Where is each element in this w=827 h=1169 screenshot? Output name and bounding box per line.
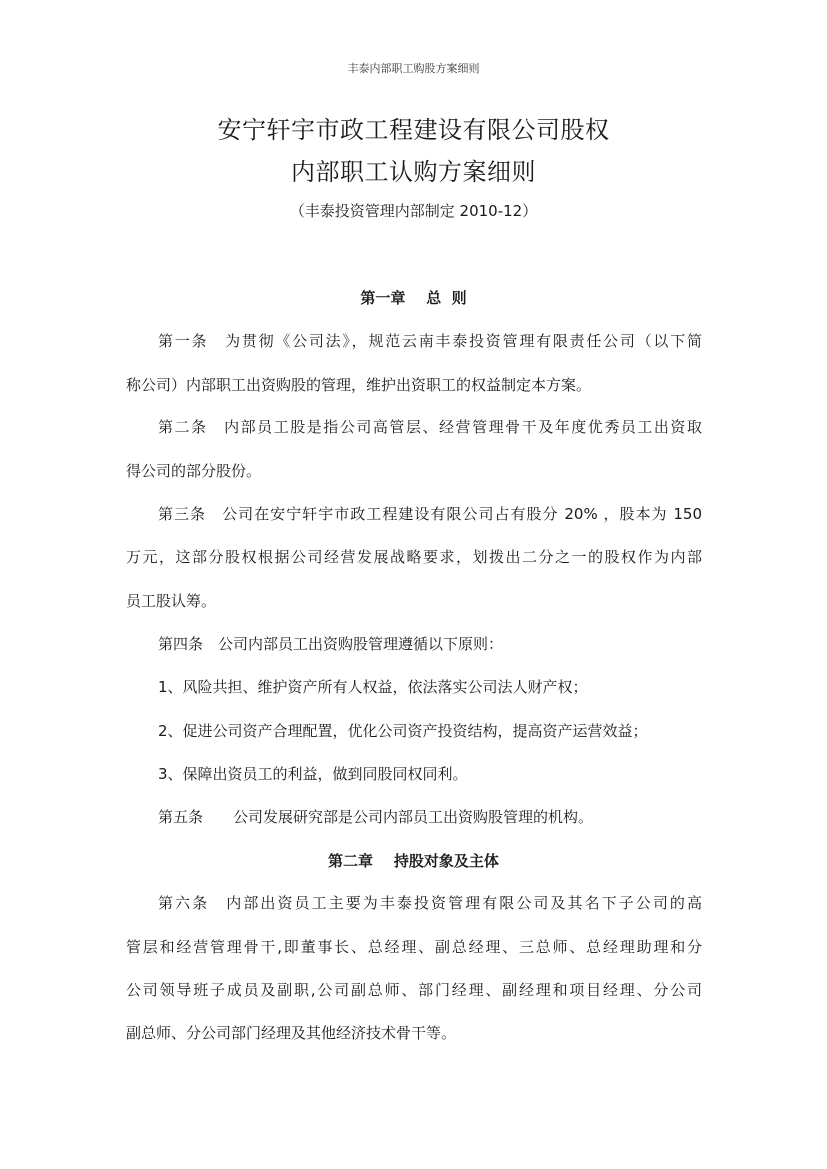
article-6-line-2: 管层和经营管理骨干,即董事长、总经理、副总经理、三总师、总经理助理和分 (126, 938, 702, 956)
article-2-text: 内部员工股是指公司高管层、经营管理骨干及年度优秀员工出资取 (224, 418, 702, 436)
article-3-label: 第三条 (158, 505, 207, 523)
article-6-label: 第六条 (158, 894, 210, 912)
article-4-text: 公司内部员工出资购股管理遵循以下原则： (218, 635, 504, 653)
article-4-line-1 (158, 634, 702, 654)
article-6-line-4: 副总师、分公司部门经理及其他经济技术骨干等。 (126, 1024, 457, 1042)
article-1-line-1 (158, 331, 702, 351)
article-5-line-1 (158, 807, 702, 827)
article-2-label: 第二条 (158, 418, 208, 436)
document-subtitle: （丰泰投资管理内部制定 2010-12） (289, 202, 538, 220)
article-6-line-1 (158, 893, 702, 913)
running-header: 丰泰内部职工购股方案细则 (347, 62, 480, 75)
article-3-text: 公司在安宁轩宇市政工程建设有限公司占有股分 20% ，股本为 150 (222, 505, 702, 523)
article-1-line-2: 称公司）内部职工出资购股的管理，维护出资职工的权益制定本方案。 (126, 376, 592, 394)
article-4-label: 第四条 (158, 635, 204, 653)
article-1-label: 第一条 (158, 332, 209, 350)
principle-3: 3、保障出资员工的利益，做到同股同权同利。 (158, 765, 468, 783)
principle-2: 2、促进公司资产合理配置，优化公司资产投资结构，提高资产运营效益； (158, 722, 648, 740)
article-3-line-1 (158, 504, 702, 524)
chapter-2-heading: 第二章 持股对象及主体 (328, 852, 499, 870)
principle-1: 1、风险共担、维护资产所有人权益，依法落实公司法人财产权； (158, 678, 588, 696)
article-2-line-2: 得公司的部分股份。 (126, 462, 262, 480)
chapter-1-heading: 第一章 总 则 (360, 289, 467, 307)
article-1-text: 为贯彻《公司法》，规范云南丰泰投资管理有限责任公司（以下简 (225, 332, 702, 350)
article-2-line-1 (158, 417, 702, 437)
article-5-text: 公司发展研究部是公司内部员工出资购股管理的机构。 (233, 808, 594, 826)
article-6-line-3: 公司领导班子成员及副职,公司副总师、部门经理、副经理和项目经理、分公司 (126, 981, 702, 999)
document-title-line-2: 内部职工认购方案细则 (291, 158, 536, 186)
article-3-line-3: 员工股认筹。 (126, 592, 217, 610)
article-6-text: 内部出资员工主要为丰泰投资管理有限公司及其名下子公司的高 (226, 894, 702, 912)
article-5-label: 第五条 (158, 808, 204, 826)
document-title-line-1: 安宁轩宇市政工程建设有限公司股权 (217, 116, 610, 144)
article-3-line-2: 万元，这部分股权根据公司经营发展战略要求，划拨出二分之一的股权作为内部 (126, 548, 702, 566)
